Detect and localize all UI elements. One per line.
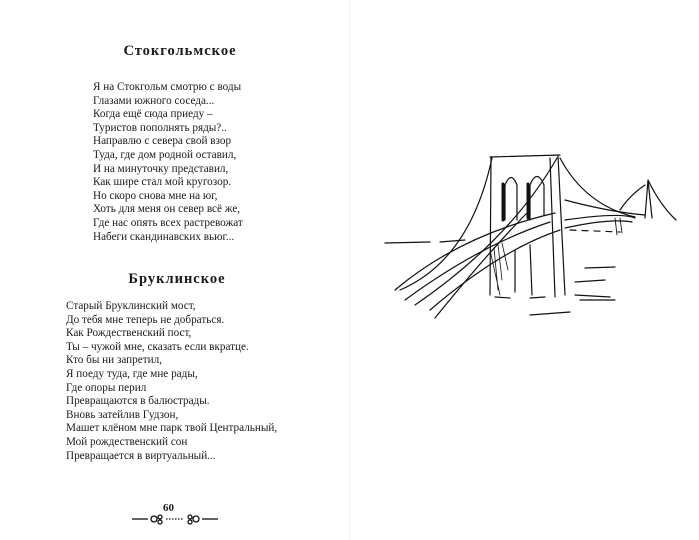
poem-line: Где опоры перил xyxy=(66,381,147,394)
poem-line: Превращаются в балюстрады. xyxy=(66,395,210,408)
ornament-icon xyxy=(130,512,220,526)
poem-line: Кто бы ни запретил, xyxy=(66,354,162,367)
poem-line: Туристов пополнять ряды?.. xyxy=(93,121,227,134)
poem-line: И на минуточку представил, xyxy=(93,162,229,175)
poem-stockholm xyxy=(93,81,243,244)
poem-line: Старый Бруклинский мост, xyxy=(66,300,196,312)
poem-line: Но скоро снова мне на юг, xyxy=(93,189,218,202)
poem-line: Хоть для меня он север всё же, xyxy=(93,203,241,216)
poem-line: Машет клёном мне парк твой Центральный, xyxy=(66,422,278,435)
poem-line: Я поеду туда, где мне рады, xyxy=(66,367,198,380)
poem-line: Ты – чужой мне, сказать если вкратце. xyxy=(66,340,249,353)
poem-line: Когда ещё сюда приеду – xyxy=(93,108,213,121)
poem-title-brooklyn: Бруклинское xyxy=(128,271,226,287)
tower-left-leg xyxy=(490,158,491,295)
poem-line: Набеги скандинавских вьюг... xyxy=(93,230,235,243)
poem-line: Как шире стал мой кругозор. xyxy=(93,176,232,189)
poem-line: Мой рождественский сон xyxy=(66,435,188,448)
poem-line: Туда, где дом родной оставил, xyxy=(93,148,237,161)
page-number: 60 xyxy=(163,502,174,514)
poem-line: Где нас опять всех растревожат xyxy=(93,216,243,229)
poem-title-stockholm: Стокгольмское xyxy=(123,43,237,59)
poem-line: Я на Стокгольм смотрю с воды xyxy=(93,81,242,93)
poem-line: Превращается в виртуальный... xyxy=(66,449,216,462)
brooklyn-bridge-illustration xyxy=(370,140,699,370)
poem-line: Направлю с севера свой взор xyxy=(93,135,232,148)
poem-line: Вновь затейлив Гудзон, xyxy=(66,408,179,421)
poem-line: Как Рождественский пост, xyxy=(66,327,192,340)
poem-line: Глазами южного соседа... xyxy=(93,94,215,107)
page-gutter xyxy=(349,0,350,540)
poem-line: До тебя мне теперь не добраться. xyxy=(66,313,225,326)
poem-brooklyn xyxy=(66,300,277,463)
